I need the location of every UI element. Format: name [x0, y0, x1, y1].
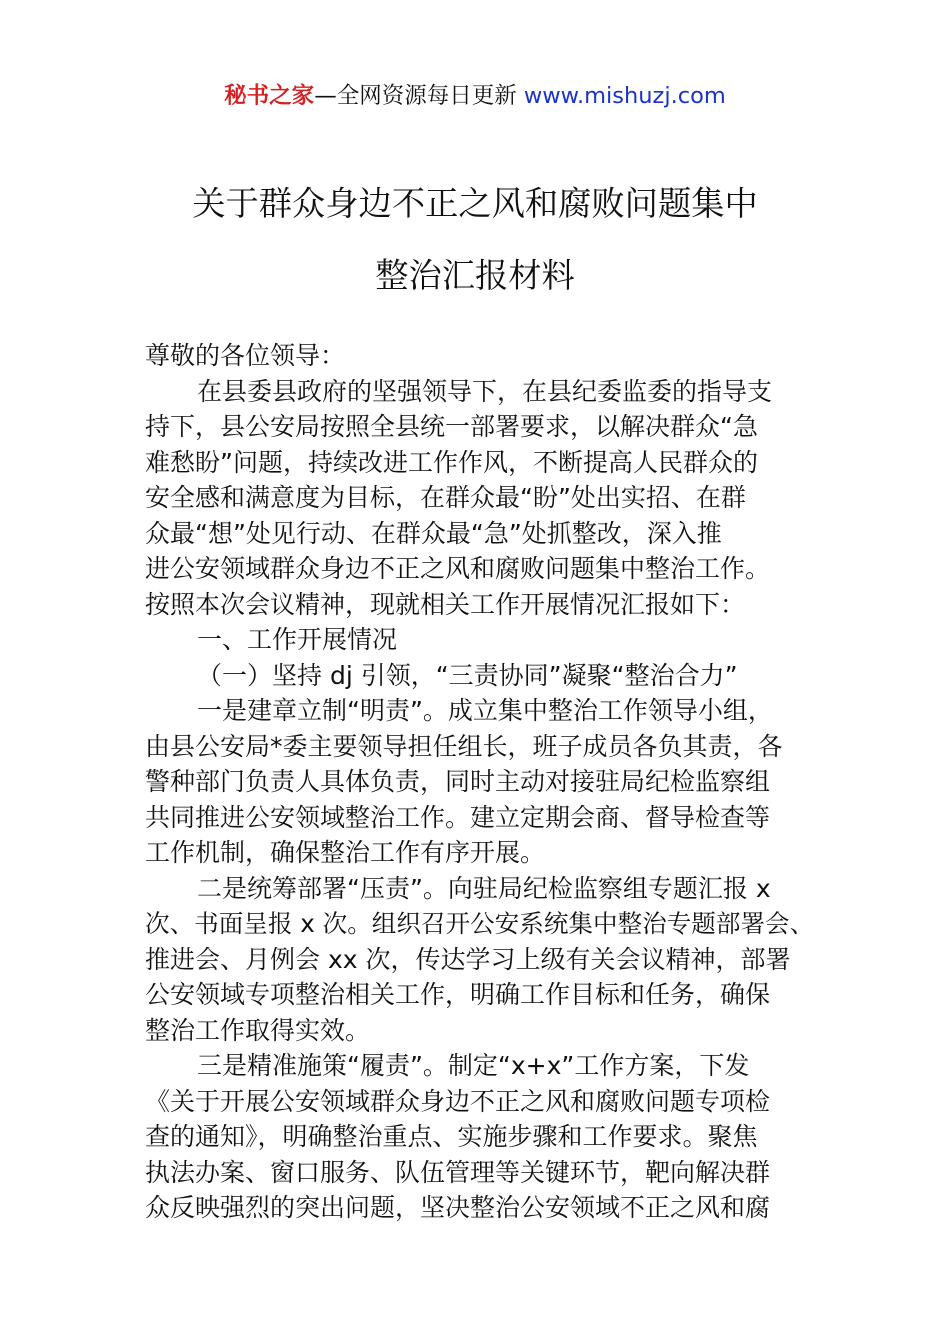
paragraph-line: 查的通知》，明确整治重点、实施步骤和工作要求。聚焦 — [145, 1122, 758, 1151]
site-header — [0, 80, 950, 112]
header-tagline: —全网资源每日更新 — [314, 83, 524, 109]
document-title — [0, 168, 950, 312]
paragraph-line: 按照本次会议精神，现就相关工作开展情况汇报如下： — [145, 589, 746, 619]
paragraph-line: 三是精准施策“履责”。制定“x+x”工作方案，下发 — [197, 1051, 750, 1080]
paragraph-line: 警种部门负责人具体负责，同时主动对接驻局纪检监察组 — [145, 767, 771, 796]
paragraph-line: 《关于开展公安领域群众身边不正之风和腐败问题专项检 — [145, 1086, 771, 1116]
document-body — [145, 338, 815, 1226]
salutation: 尊敬的各位领导： — [145, 341, 346, 370]
paragraph-line: 难愁盼”问题，持续改进工作作风，不断提高人民群众的 — [145, 447, 758, 477]
title-line-1: 关于群众身边不正之风和腐败问题集中 — [192, 184, 758, 223]
paragraph-line: 推进会、月例会 xx 次，传达学习上级有关会议精神，部署 — [145, 944, 791, 974]
paragraph-line: 一是建章立制“明责”。成立集中整治工作领导小组， — [197, 696, 773, 725]
paragraph-line: 众反映强烈的突出问题，坚决整治公安领域不正之风和腐 — [145, 1193, 771, 1222]
paragraph-line: 公安领域专项整治相关工作，明确工作目标和任务，确保 — [145, 980, 771, 1009]
paragraph-line: 安全感和满意度为目标，在群众最“盼”处出实招、在群 — [145, 483, 746, 512]
paragraph-line: 进公安领域群众身边不正之风和腐败问题集中整治工作。 — [145, 554, 771, 583]
title-line-2: 整治汇报材料 — [375, 256, 575, 295]
paragraph-line: 共同推进公安领域整治工作。建立定期会商、督导检查等 — [145, 802, 771, 832]
subsection-heading: （一）坚持 dj 引领，“三责协同”凝聚“整治合力” — [197, 660, 738, 690]
paragraph-line: 整治工作取得实效。 — [145, 1015, 371, 1045]
paragraph-line: 工作机制，确保整治工作有序开展。 — [145, 838, 546, 867]
paragraph-line: 次、书面呈报 x 次。组织召开公安系统集中整治专题部署会、 — [145, 909, 815, 938]
paragraph-line: 众最“想”处见行动、在群众最“急”处抓整改，深入推 — [145, 518, 722, 548]
paragraph-line: 由县公安局*委主要领导担任组长，班子成员各负其责，各 — [145, 731, 783, 761]
paragraph-line: 在县委县政府的坚强领导下，在县纪委监委的指导支 — [197, 376, 773, 406]
site-url-link[interactable]: www.mishuzj.com — [523, 83, 726, 109]
section-heading: 一、工作开展情况 — [197, 625, 398, 654]
brand-name: 秘书之家 — [224, 83, 315, 109]
paragraph-line: 持下，县公安局按照全县统一部署要求，以解决群众“急 — [145, 412, 758, 441]
paragraph-line: 二是统筹部署“压责”。向驻局纪检监察组专题汇报 x — [197, 873, 771, 903]
paragraph-line: 执法办案、窗口服务、队伍管理等关键环节，靶向解决群 — [145, 1157, 771, 1187]
